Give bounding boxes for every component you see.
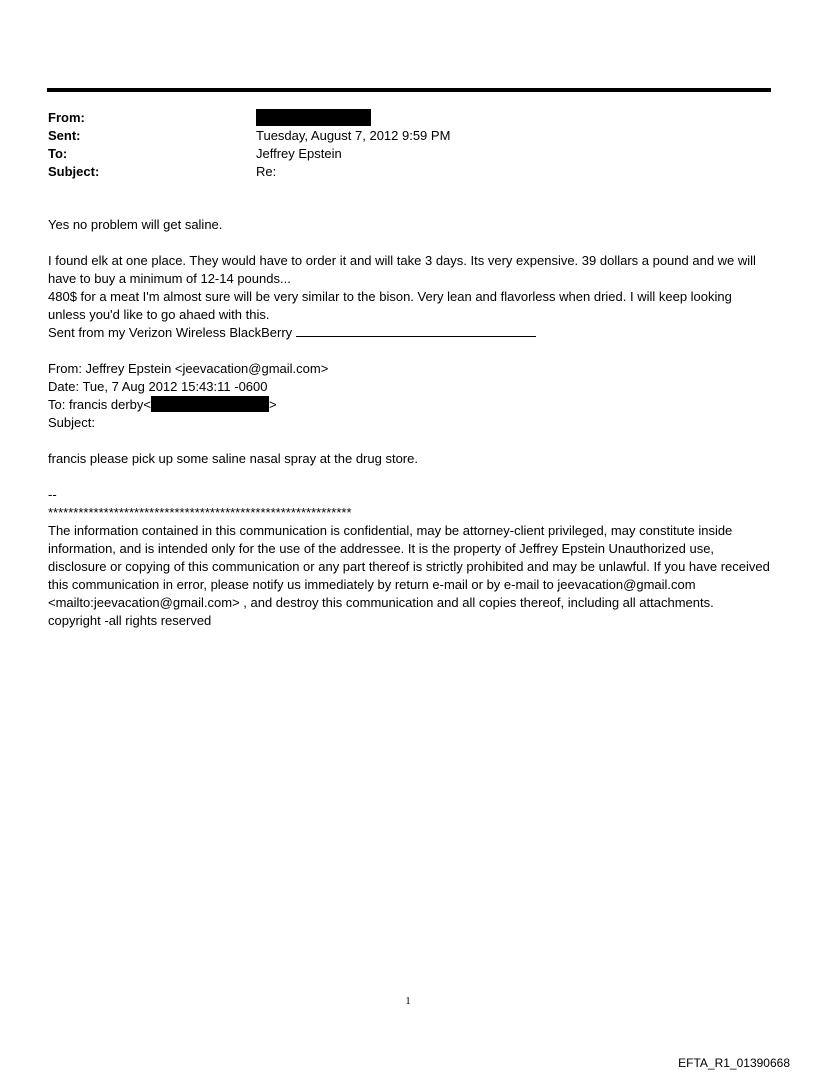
email-body (48, 216, 770, 630)
email-header (48, 108, 768, 180)
document-id: EFTA_R1_01390668 (678, 1056, 790, 1070)
signature-separator (296, 324, 536, 337)
reply-line-2: 480$ for a meat I'm almost sure will be very similar to the bison. Very lean and flavorless when dried. I will keep looking unless you'd like to go ahaed with this. (48, 289, 732, 322)
from-row (48, 108, 768, 126)
sent-row (48, 126, 768, 144)
from-label: From: (48, 109, 85, 125)
redacted-sender (256, 109, 371, 126)
reply-line-1: Yes no problem will get saline. (48, 217, 223, 232)
header-rule (47, 88, 771, 92)
quoted-message: francis please pick up some saline nasal spray at the drug store. (48, 451, 418, 466)
redacted-recipient (151, 396, 269, 412)
signature-line (48, 324, 770, 342)
subject-row (48, 162, 768, 180)
disclaimer: The information contained in this communication is confidential, may be attorney-client privileged, may constitute inside information, and is intended only for the use of the addressee. It is the property of Jeffrey Epstein Unauthorized use, disclosure or copying of this communication or any part thereof is strictly prohibited and may be unlawful. If you have received this communication in error, please notify us immediately by return e-mail or by e-mail to jeevacation@gmail.com <mailto:jeevacation@gmail.com> , and destroy this communication and all copies thereof, including all attachments. copyright -all rights reserved (48, 523, 770, 628)
sent-label: Sent: (48, 127, 81, 143)
quoted-to: To: francis derby< > (48, 397, 277, 412)
to-value: Jeffrey Epstein (256, 145, 342, 161)
quoted-from: From: Jeffrey Epstein <jeevacation@gmail.com> (48, 361, 329, 376)
footer-stars: ************************************************************ (48, 505, 352, 520)
footer-dashes: -- (48, 487, 57, 502)
quoted-subject: Subject: (48, 415, 95, 430)
signature-text: Sent from my Verizon Wireless BlackBerry (48, 325, 293, 340)
subject-value: Re: (256, 163, 277, 179)
sent-value: Tuesday, August 7, 2012 9:59 PM (256, 127, 451, 143)
page-number: 1 (405, 995, 411, 1007)
quoted-date: Date: Tue, 7 Aug 2012 15:43:11 -0600 (48, 379, 268, 394)
to-row (48, 144, 768, 162)
subject-label: Subject: (48, 163, 100, 179)
reply-paragraph: I found elk at one place. They would have to order it and will take 3 days. Its very expensive. 39 dollars a pound and we will have to buy a minimum of 12-14 pounds... (48, 253, 756, 286)
to-label: To: (48, 145, 68, 161)
